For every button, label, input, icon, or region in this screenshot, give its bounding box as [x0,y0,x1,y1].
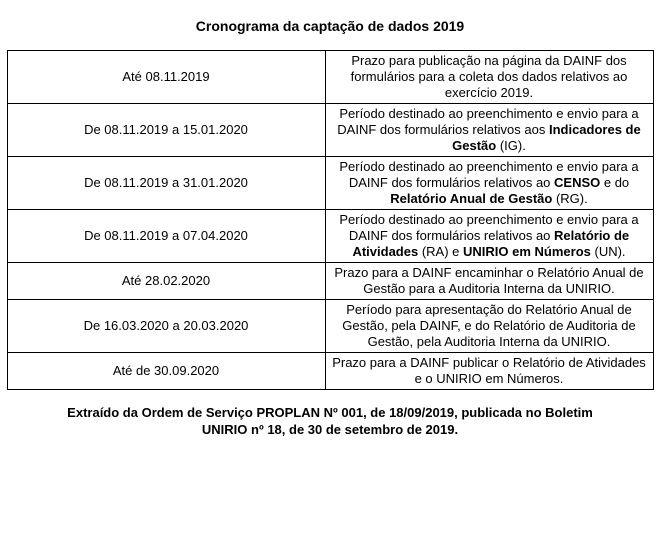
table-row [7,104,653,157]
table-row [7,51,653,104]
description-bold-segment: UNIRIO em Números [463,244,591,259]
description-text-segment: (IG). [496,138,526,153]
description-text-segment: Prazo para a DAINF publicar o Relatório de Atividades e o UNIRIO em Números. [332,355,646,386]
table-row [7,210,653,263]
description-cell [325,104,653,157]
period-cell: De 08.11.2019 a 07.04.2020 [7,210,325,263]
description-text-segment: Período para apresentação do Relatório Anual de Gestão, pela DAINF, e do Relatório de Auditoria de Gestão, pela Auditoria Interna da UNIRIO. [342,302,636,349]
description-cell [325,157,653,210]
description-text-segment: Prazo para a DAINF encaminhar o Relatório Anual de Gestão para a Auditoria Interna da UNIRIO. [334,265,644,296]
table-row [7,300,653,353]
description-bold-segment: Relatório de Atividades [352,228,630,259]
description-text-segment: Período destinado ao preenchimento e envio para a DAINF dos formulários relativos ao [339,212,639,243]
description-bold-segment: Relatório Anual de Gestão [390,191,553,206]
period-cell: De 08.11.2019 a 15.01.2020 [7,104,325,157]
period-cell: Até 08.11.2019 [7,51,325,104]
table-row [7,353,653,390]
description-text-segment: e do [600,175,630,190]
description-bold-segment: CENSO [554,175,601,190]
description-cell [325,51,653,104]
period-cell: De 16.03.2020 a 20.03.2020 [7,300,325,353]
period-cell: Até de 30.09.2020 [7,353,325,390]
description-cell [325,300,653,353]
description-text-segment: Período destinado ao preenchimento e envio para a DAINF dos formulários relativos ao [339,159,639,190]
page-title: Cronograma da captação de dados 2019 [195,18,465,34]
source-note: Extraído da Ordem de Serviço PROPLAN Nº 001, de 18/09/2019, publicada no Boletim UNIRIO nº 18, de 30 de setembro de 2019. [67,405,593,437]
schedule-table [7,50,654,390]
description-text-segment: Prazo para publicação na página da DAINF dos formulários para a coleta dos dados relativos ao exercício 2019. [350,53,628,100]
description-cell [325,210,653,263]
description-text-segment: Período destinado ao preenchimento e envio para a DAINF dos formulários relativos aos [337,106,639,137]
table-row [7,263,653,300]
description-cell [325,263,653,300]
table-row [7,157,653,210]
period-cell: De 08.11.2019 a 31.01.2020 [7,157,325,210]
period-cell: Até 28.02.2020 [7,263,325,300]
description-text-segment: (UN). [590,244,626,259]
description-cell [325,353,653,390]
description-text-segment: (RA) e [418,244,463,259]
description-bold-segment: Indicadores de Gestão [452,122,641,153]
schedule-table-body [7,51,653,390]
description-text-segment: (RG). [552,191,588,206]
